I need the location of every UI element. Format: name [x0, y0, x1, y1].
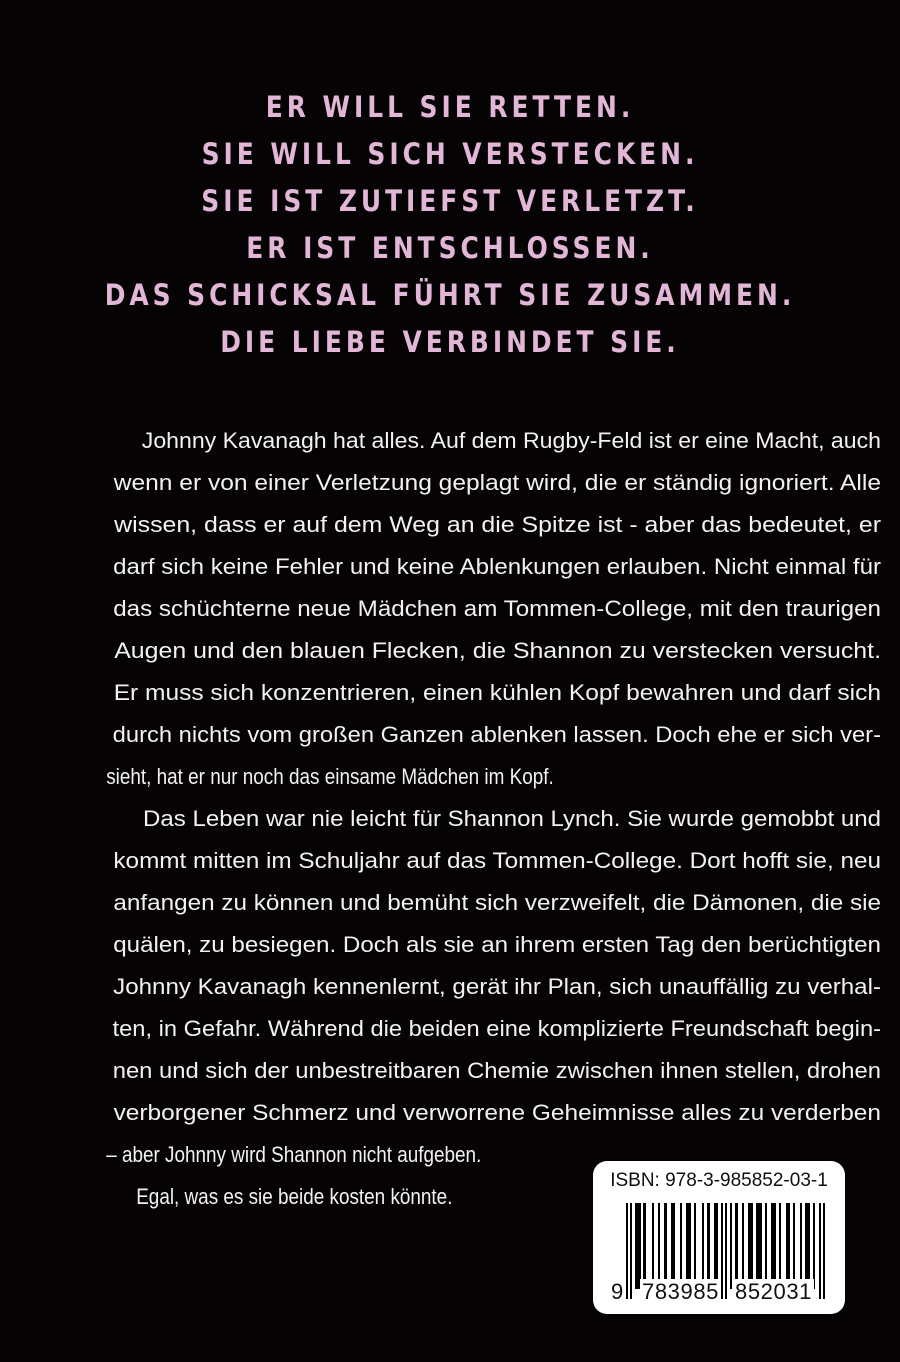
blurb-paragraph-2 — [51, 798, 882, 1176]
blurb-line: Er muss sich konzentrieren, einen kühlen Kopf bewahren und darf sich — [113, 680, 881, 705]
blurb-line: – aber Johnny wird Shannon nicht aufgeben. — [106, 1142, 482, 1167]
blurb-line: kommt mitten im Schuljahr auf das Tommen-College. Dort hofft sie, neu — [113, 848, 881, 873]
barcode-digits-left: 783985 — [642, 1279, 720, 1304]
blurb-line: wenn er von einer Verletzung geplagt wird, die er ständig ignoriert. Alle — [113, 470, 881, 495]
tagline-3: SIE IST ZUTIEFST VERLETZT. — [201, 184, 699, 218]
blurb-line: das schüchterne neue Mädchen am Tommen-College, mit den traurigen — [113, 596, 881, 621]
blurb-line: wissen, dass er auf dem Weg an die Spitze ist - aber das bedeutet, er — [114, 512, 881, 537]
blurb-line: quälen, zu besiegen. Doch als sie an ihrem ersten Tag den berüchtigten — [113, 932, 881, 957]
blurb-line: durch nichts vom großen Ganzen ablenken lassen. Doch ehe er sich ver- — [112, 722, 881, 747]
tagline-6: DIE LIEBE VERBINDET SIE. — [220, 325, 680, 359]
blurb-line: Das Leben war nie leicht für Shannon Lynch. Sie wurde gemobbt und — [143, 806, 881, 831]
blurb-line: Egal, was es sie beide kosten könnte. — [136, 1184, 453, 1209]
isbn-number: ISBN: 978-3-985852-03-1 — [610, 1170, 828, 1191]
blurb-line: ten, in Gefahr. Während die beiden eine komplizierte Freundschaft begin- — [112, 1016, 881, 1041]
blurb-paragraph-1 — [51, 420, 882, 798]
isbn-barcode-label — [593, 1161, 845, 1314]
blurb-line: verborgener Schmerz und verworrene Geheimnisse alles zu verderben — [113, 1100, 881, 1125]
blurb-line: Augen und den blauen Flecken, die Shannon zu verstecken versucht. — [114, 638, 881, 663]
blurb-line: Johnny Kavanagh hat alles. Auf dem Rugby-Feld ist er eine Macht, auch — [141, 428, 882, 453]
blurb-line: sieht, hat er nur noch das einsame Mädchen im Kopf. — [106, 764, 554, 789]
tagline-5: DAS SCHICKSAL FÜHRT SIE ZUSAMMEN. — [104, 278, 796, 312]
blurb-line: Johnny Kavanagh kennenlernt, gerät ihr Plan, sich unauffällig zu verhal- — [113, 974, 881, 999]
tagline-4: ER IST ENTSCHLOSSEN. — [246, 231, 654, 265]
blurb-line: anfangen zu können und bemüht sich verzweifelt, die Dämonen, die sie — [113, 890, 881, 915]
blurb-text — [51, 420, 882, 1218]
tagline-2: SIE WILL SICH VERSTECKEN. — [201, 137, 699, 171]
blurb-line: nen und sich der unbestreitbaren Chemie zwischen ihnen stellen, drohen — [112, 1058, 882, 1083]
blurb-line: darf sich keine Fehler und keine Ablenkungen erlauben. Nicht einmal für — [113, 554, 881, 579]
tagline-1: ER WILL SIE RETTEN. — [265, 90, 635, 124]
barcode-digits-right: 852031 — [735, 1279, 813, 1304]
tagline-block — [0, 84, 900, 366]
barcode-digit-first: 9 — [611, 1279, 624, 1304]
